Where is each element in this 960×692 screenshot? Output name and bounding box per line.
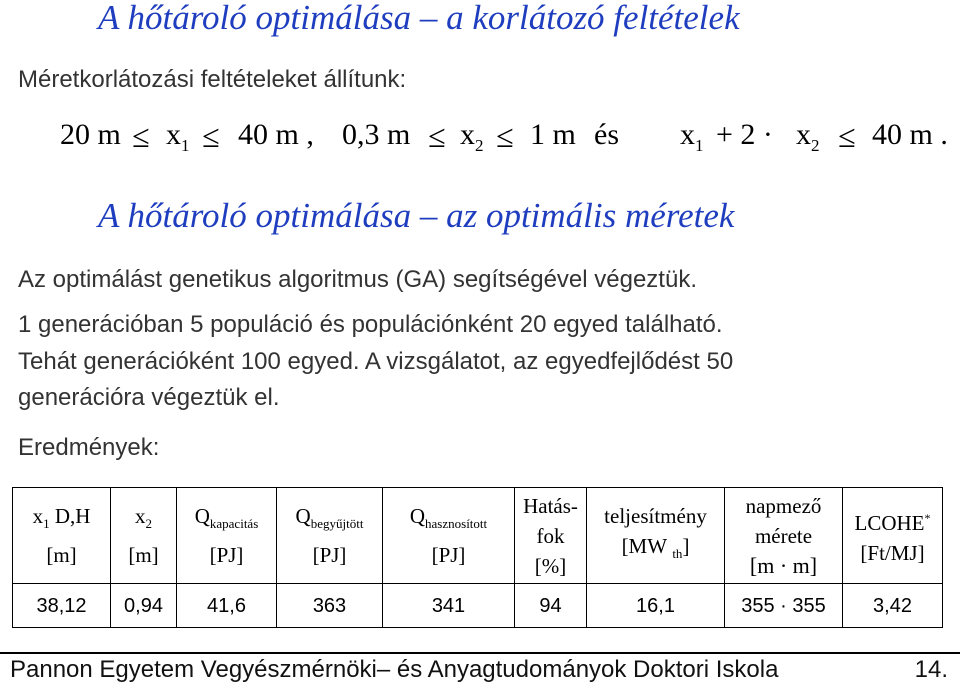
cell-lcohe: 3,42 — [843, 584, 943, 628]
header-q-utilized: $Q_{hasznosított}$ [PJ] — [383, 488, 515, 584]
leq-symbol: ≤ — [428, 118, 446, 154]
leq-symbol: ≤ — [202, 118, 220, 154]
cell-x2: 0,94 — [111, 584, 177, 628]
intro-text: Méretkorlátozási feltételeket állítunk: — [18, 66, 407, 93]
paragraph-individuals: Tehát generációként 100 egyed. A vizsgálatot, az egyedfejlődést 50 — [18, 348, 734, 375]
c1-high: 40 m , — [238, 118, 314, 151]
header-q-collected: $Q_{begyűjtött}$ [PJ] — [277, 488, 383, 584]
header-x2: $x_2$ [m] — [111, 488, 177, 584]
results-table — [12, 487, 943, 628]
cell-q-utilized: 341 — [383, 584, 515, 628]
footer-institution: Pannon Egyetem Vegyészmérnöki– és Anyagtudományok Doktori Iskola — [10, 656, 779, 683]
c3-high: 40 m . — [872, 118, 948, 151]
cell-q-capacity: 41,6 — [177, 584, 277, 628]
leq-symbol: ≤ — [838, 118, 856, 154]
header-power: teljesítmény [MW $_{th}$] — [587, 488, 725, 584]
leq-symbol: ≤ — [496, 118, 514, 154]
header-x1: $x_1$ D,H [m] — [13, 488, 111, 584]
cell-power: 16,1 — [587, 584, 725, 628]
c1-variable: $x_1$ — [166, 118, 190, 155]
c2-high: 1 m — [530, 118, 576, 151]
header-q-capacity: $Q_{kapacitás}$ [PJ] — [177, 488, 277, 584]
paragraph-population: 1 generációban 5 populáció és populációnként 20 egyed található. — [18, 311, 723, 338]
c3-variable-2: $x_2$ — [796, 118, 820, 155]
conjunction: és — [594, 118, 619, 151]
c2-low: 0,3 m — [342, 118, 411, 151]
paragraph-generations: generációra végeztük el. — [18, 384, 280, 411]
page-number: 14. — [914, 656, 948, 683]
leq-symbol: ≤ — [132, 118, 150, 154]
cell-efficiency: 94 — [515, 584, 587, 628]
header-efficiency: Hatás- fok [%] — [515, 488, 587, 584]
header-collector-size: napmező mérete [m · m] — [725, 488, 843, 584]
footer-divider — [0, 652, 960, 654]
slide-title-optimal: A hőtároló optimálása – az optimális méretek — [98, 196, 735, 235]
c1-low: 20 m — [60, 118, 121, 151]
header-lcohe: LCOHE* [Ft/MJ] — [843, 488, 943, 584]
c3-variable-1: $x_1$ — [680, 118, 704, 155]
results-label: Eredmények: — [18, 434, 160, 461]
c2-variable: $x_2$ — [460, 118, 484, 155]
c3-plus: + 2 · — [716, 118, 773, 151]
paragraph-ga: Az optimálást genetikus algoritmus (GA) segítségével végeztük. — [18, 266, 697, 293]
cell-q-collected: 363 — [277, 584, 383, 628]
table-row — [13, 584, 943, 628]
slide-title-constraints: A hőtároló optimálása – a korlátozó feltételek — [98, 0, 740, 37]
cell-x1: 38,12 — [13, 584, 111, 628]
table-header-row — [13, 488, 943, 584]
cell-collector-size: 355 · 355 — [725, 584, 843, 628]
